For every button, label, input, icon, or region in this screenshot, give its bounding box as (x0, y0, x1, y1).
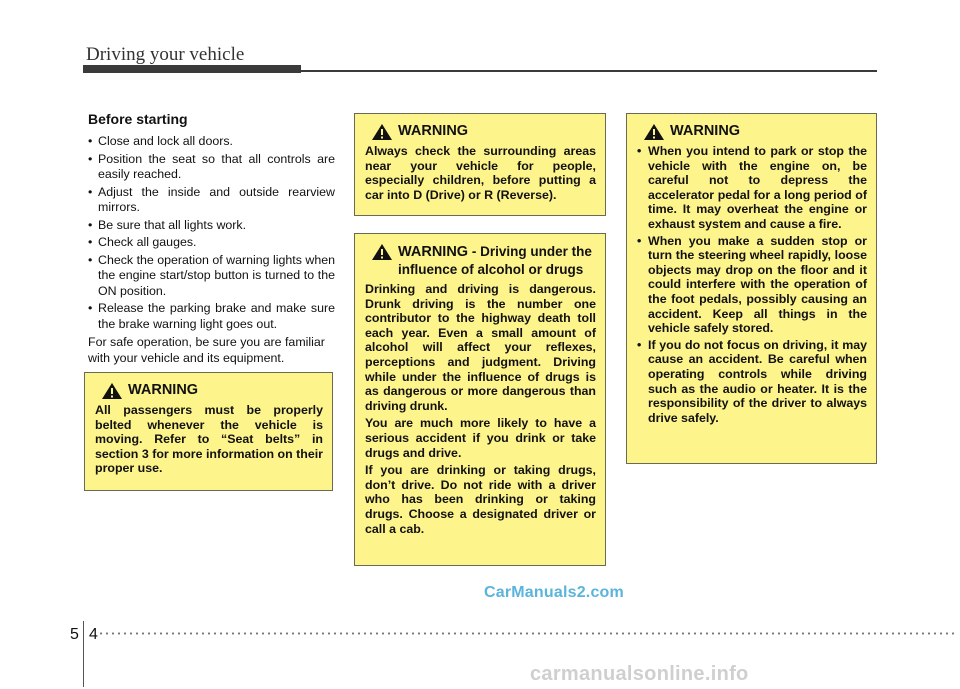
warning-header (101, 382, 323, 400)
warning-paragraph: If you are drinking or taking drugs, don’t drive. Do not ride with a driver who has been drinking or taking drugs. Choose a designated driver or call a cab. (365, 463, 596, 536)
list-item: • Position the seat so that all controls are easily reached. (88, 152, 335, 183)
list-item: • Adjust the inside and outside rearview mirrors. (88, 185, 335, 216)
chapter-number: 5 (70, 626, 79, 643)
list-item: • When you intend to park or stop the vehicle with the engine on, be careful not to depress the accelerator pedal for a long period of time. It may overheat the engine or exhaust system and cause a fire. (637, 144, 867, 232)
page-number: 4 (89, 626, 98, 643)
warning-paragraph: Drinking and driving is dangerous. Drunk driving is the number one contributor to the highway death toll each year. Even a small amount of alcohol will affect your reflexes, perceptions and judgment. Driving while under the influence of drugs is as dangerous or more dangerous than driving drunk. (365, 282, 596, 413)
warning-title: WARNING (398, 244, 469, 260)
warning-title: WARNING (398, 123, 469, 139)
warning-header (371, 243, 596, 279)
warning-box-parking (626, 113, 877, 464)
warning-subtitle: - Driving under the influence of alcohol or drugs (398, 244, 592, 277)
warning-box-alcohol (354, 233, 606, 566)
header-rule-thick (83, 65, 301, 73)
warning-triangle-icon (643, 123, 665, 141)
before-starting-section (88, 111, 335, 366)
list-item: • Release the parking brake and make sure the brake warning light goes out. (88, 301, 335, 332)
warning-header (371, 123, 596, 141)
warning-title: WARNING (670, 123, 741, 139)
list-item: • Be sure that all lights work. (88, 218, 335, 234)
list-item: • Check the operation of warning lights when the engine start/stop button is turned to the ON position. (88, 253, 335, 300)
site-credit: carmanualsonline.info (530, 663, 749, 685)
warning-text: Always check the surrounding areas near your vehicle for people, especially children, before putting a car into D (Drive) or R (Reverse). (365, 144, 596, 202)
page-header-title: Driving your vehicle (86, 44, 245, 65)
warning-triangle-icon (101, 382, 123, 400)
footer-dotted-rule (98, 632, 958, 635)
watermark-link[interactable]: CarManuals2.com (484, 584, 624, 601)
warning-paragraph: You are much more likely to have a serious accident if you drink or take drugs and drive. (365, 416, 596, 460)
warning-list (637, 144, 867, 425)
footer-divider (83, 621, 84, 687)
warning-box-surroundings (354, 113, 606, 216)
warning-title: WARNING (128, 382, 199, 398)
list-item: • Close and lock all doors. (88, 134, 335, 150)
warning-text (365, 282, 596, 536)
checklist (88, 134, 335, 332)
warning-triangle-icon (371, 123, 393, 141)
warning-text: All passengers must be properly belted whenever the vehicle is moving. Refer to “Seat belts” in section 3 for more information on their proper use. (95, 403, 323, 476)
warning-title-group (398, 243, 596, 279)
closing-paragraph: For safe operation, be sure you are familiar with your vehicle and its equipment. (88, 335, 325, 365)
header-rule-thin (301, 70, 877, 72)
section-heading: Before starting (88, 111, 188, 127)
warning-header (643, 123, 867, 141)
list-item: • If you do not focus on driving, it may cause an accident. Be careful when operating controls while driving such as the audio or heater. It is the responsibility of the driver to always drive safely. (637, 338, 867, 426)
warning-box-seatbelts (84, 372, 333, 491)
list-item: • When you make a sudden stop or turn the steering wheel rapidly, loose objects may drop on the floor and it could interfere with the operation of the foot pedals, possibly causing an accident. Keep all things in the vehicle safely stored. (637, 234, 867, 336)
warning-triangle-icon (371, 243, 393, 261)
list-item: • Check all gauges. (88, 235, 335, 251)
